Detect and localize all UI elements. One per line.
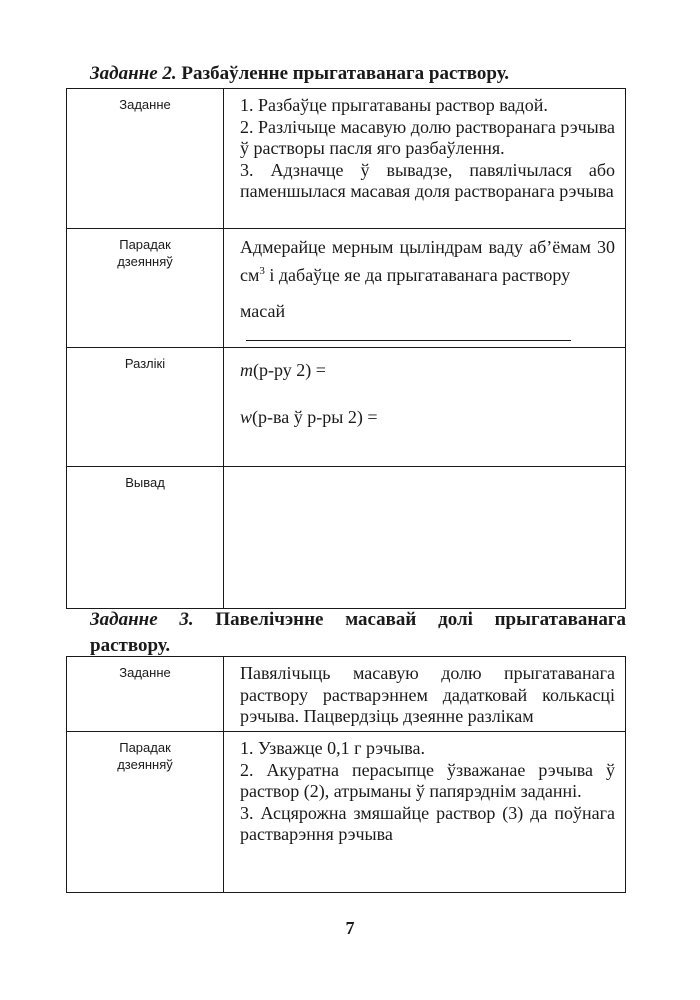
task2-calc-mass xyxy=(240,360,615,382)
task2-procedure-label xyxy=(67,229,224,348)
task3-procedure-line-2: 2. Акуратна перасыпце ўзважанае рэчыва ў раствор (2), атрыманы ў папярэднім заданні. xyxy=(240,759,615,801)
task3-table xyxy=(66,656,626,893)
task2-mass-blank-line[interactable] xyxy=(246,339,571,341)
task2-row-conclusion xyxy=(67,467,626,609)
task2-table xyxy=(66,88,626,609)
task3-procedure-label xyxy=(67,732,224,893)
task2-heading-number: Заданне 2. xyxy=(90,63,177,84)
task2-task-content xyxy=(224,89,626,229)
task2-procedure-label-line-2: дзеянняў xyxy=(117,254,173,269)
task2-row-calc xyxy=(67,348,626,467)
task3-heading xyxy=(90,607,626,659)
task2-procedure-label-line-1: Парадак xyxy=(119,237,171,252)
task2-row-procedure xyxy=(67,229,626,348)
task3-heading-number: Заданне 3. xyxy=(90,609,194,630)
task2-conclusion-label: Вывад xyxy=(67,467,224,609)
task3-procedure-label-line-1: Парадак xyxy=(119,740,171,755)
task2-task-line-1: 1. Разбаўце прыгатаваны раствор вадой. xyxy=(240,95,548,115)
task2-procedure-text-b: і дабаўце яе да прыгатаванага раствору xyxy=(264,265,571,285)
task2-heading-text: Разбаўленне прыгатаванага раствору. xyxy=(181,63,510,84)
task3-heading-text: Павелічэнне масавай долі прыгатаванага раствору. xyxy=(90,609,626,656)
task2-procedure-sup: 3 xyxy=(259,265,265,277)
task2-row-task xyxy=(67,89,626,229)
task2-procedure-mass-label: масай xyxy=(240,301,286,321)
task3-row-procedure xyxy=(67,732,626,893)
task2-calc-label: Разлікі xyxy=(67,348,224,467)
task2-procedure-text-a: Адмерайце мерным цыліндрам ваду аб’ёмам 30 см xyxy=(240,237,615,285)
task2-task-line-2: 2. Разлічыце масавую долю растворанага рэчыва ў растворы пасля яго разбаўлення. xyxy=(240,116,615,158)
task3-procedure-line-1: 1. Узважце 0,1 г рэчыва. xyxy=(240,738,426,758)
task2-calc-fraction-expr: (р-ва ў р-ры 2) = xyxy=(252,406,378,427)
task3-procedure-label-line-2: дзеянняў xyxy=(117,757,173,772)
task2-calc-mass-var: m xyxy=(240,360,253,380)
task3-task-content: Павялічыць масавую долю прыгатаванага раствору растварэннем дадатковай колькасці рэчыва. Пацвердзіць дзеянне разлікам xyxy=(224,657,626,732)
task2-heading xyxy=(90,61,626,87)
task2-conclusion-field[interactable] xyxy=(224,467,626,609)
task3-procedure-content xyxy=(224,732,626,893)
task2-procedure-content xyxy=(224,229,626,348)
task3-row-task xyxy=(67,657,626,732)
task3-table-wrap xyxy=(66,656,626,893)
task2-table-wrap xyxy=(66,88,626,609)
task3-procedure-line-3: 3. Асцярожна змяшайце раствор (3) да поўнага растварэння рэчыва xyxy=(240,802,615,844)
task2-task-label: Заданне xyxy=(67,89,224,229)
task2-calc-content xyxy=(224,348,626,467)
task2-calc-mass-expr: (р-ру 2) = xyxy=(253,360,326,380)
page-number: 7 xyxy=(345,918,355,938)
task2-calc-fraction-var: w xyxy=(240,406,253,427)
task2-task-line-3: 3. Адзначце ў вывадзе, павялічылася або паменшылася масавая доля растворанага рэчыва xyxy=(240,159,615,201)
task2-calc-fraction xyxy=(240,407,615,429)
task3-task-label: Заданне xyxy=(67,657,224,732)
